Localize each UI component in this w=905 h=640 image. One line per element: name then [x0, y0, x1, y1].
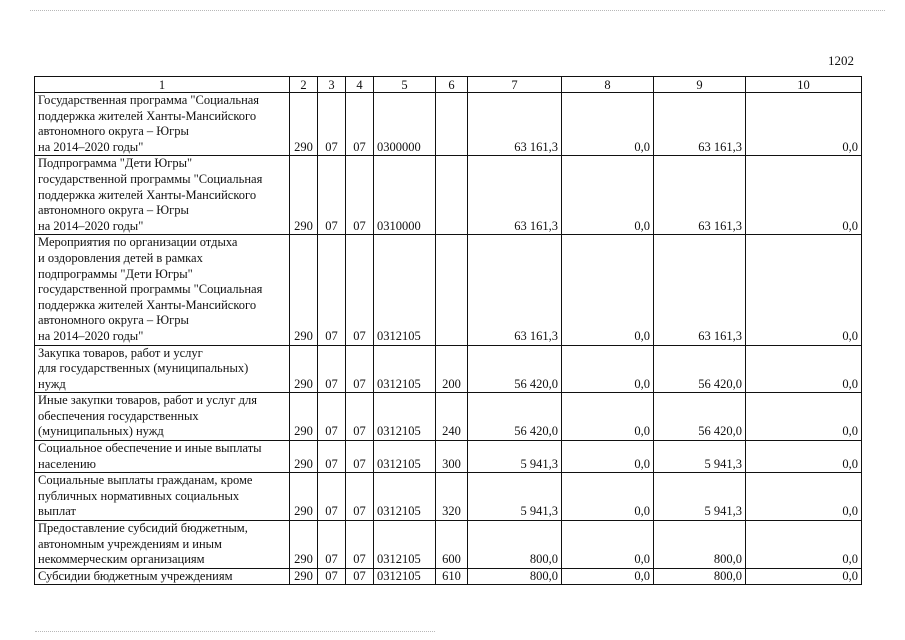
cell-section: 07: [318, 345, 346, 393]
cell-section: 07: [318, 441, 346, 473]
cell-amount-col9: 63 161,3: [654, 156, 746, 235]
cell-amount-total: 5 941,3: [468, 473, 562, 521]
row-name: Субсидии бюджетным учреждениям: [35, 568, 290, 585]
cell-amount-total: 63 161,3: [468, 235, 562, 345]
cell-amount-col9: 800,0: [654, 568, 746, 585]
header-cell: 6: [436, 77, 468, 93]
cell-amount-total: 63 161,3: [468, 156, 562, 235]
row-name: Государственная программа "Социальная поддержка жителей Ханты-Мансийского автономного округа – Югры на 2014–2020 годы": [35, 93, 290, 156]
cell-amount-col10: 0,0: [746, 93, 862, 156]
cell-target-article: 0312105: [374, 235, 436, 345]
cell-subsection: 07: [346, 156, 374, 235]
cell-section: 07: [318, 568, 346, 585]
cell-subsection: 07: [346, 441, 374, 473]
table-row: [35, 473, 862, 521]
cell-amount-col8: 0,0: [562, 235, 654, 345]
cell-ministry: 290: [290, 521, 318, 569]
cell-ministry: 290: [290, 441, 318, 473]
cell-amount-col8: 0,0: [562, 156, 654, 235]
cell-subsection: 07: [346, 235, 374, 345]
cell-amount-total: 800,0: [468, 521, 562, 569]
cell-target-article: 0312105: [374, 393, 436, 441]
cell-amount-col8: 0,0: [562, 441, 654, 473]
cell-amount-col10: 0,0: [746, 393, 862, 441]
cell-amount-total: 5 941,3: [468, 441, 562, 473]
cell-subsection: 07: [346, 345, 374, 393]
header-row: [35, 77, 862, 93]
cell-expense-type: 610: [436, 568, 468, 585]
cell-target-article: 0300000: [374, 93, 436, 156]
table-row: [35, 93, 862, 156]
cell-expense-type: 320: [436, 473, 468, 521]
cell-amount-total: 63 161,3: [468, 93, 562, 156]
cell-amount-col10: 0,0: [746, 441, 862, 473]
cell-expense-type: [436, 93, 468, 156]
cell-expense-type: 240: [436, 393, 468, 441]
header-cell: 10: [746, 77, 862, 93]
cell-ministry: 290: [290, 235, 318, 345]
cell-ministry: 290: [290, 473, 318, 521]
header-cell: 2: [290, 77, 318, 93]
cell-ministry: 290: [290, 156, 318, 235]
cell-ministry: 290: [290, 93, 318, 156]
cell-amount-col10: 0,0: [746, 521, 862, 569]
cell-subsection: 07: [346, 473, 374, 521]
header-cell: 1: [35, 77, 290, 93]
cell-subsection: 07: [346, 393, 374, 441]
cell-expense-type: [436, 235, 468, 345]
header-cell: 8: [562, 77, 654, 93]
table-row: [35, 568, 862, 585]
cell-section: 07: [318, 156, 346, 235]
table-row: [35, 235, 862, 345]
row-name: Социальное обеспечение и иные выплаты населению: [35, 441, 290, 473]
cell-amount-col10: 0,0: [746, 473, 862, 521]
cell-amount-col8: 0,0: [562, 345, 654, 393]
cell-target-article: 0312105: [374, 345, 436, 393]
cell-amount-col10: 0,0: [746, 235, 862, 345]
header-cell: 3: [318, 77, 346, 93]
cell-amount-col9: 5 941,3: [654, 473, 746, 521]
cell-target-article: 0312105: [374, 521, 436, 569]
budget-table: [34, 76, 862, 585]
scan-artifact-bottom: [35, 631, 435, 632]
row-name: Иные закупки товаров, работ и услуг для обеспечения государственных (муниципальных) нужд: [35, 393, 290, 441]
page-number: 1202: [828, 53, 854, 68]
cell-ministry: 290: [290, 393, 318, 441]
cell-ministry: 290: [290, 345, 318, 393]
cell-amount-col9: 5 941,3: [654, 441, 746, 473]
row-name: Мероприятия по организации отдыха и оздоровления детей в рамках подпрограммы "Дети Югры" государственной программы "Социальная поддержка жителей Ханты-Мансийского автономного округа – Югры на 2014–2020 годы": [35, 235, 290, 345]
table-row: [35, 521, 862, 569]
cell-amount-col10: 0,0: [746, 568, 862, 585]
cell-amount-col8: 0,0: [562, 521, 654, 569]
header-cell: 7: [468, 77, 562, 93]
cell-target-article: 0312105: [374, 473, 436, 521]
cell-section: 07: [318, 393, 346, 441]
cell-amount-col10: 0,0: [746, 345, 862, 393]
table-row: [35, 441, 862, 473]
cell-amount-col9: 63 161,3: [654, 235, 746, 345]
cell-target-article: 0312105: [374, 441, 436, 473]
cell-target-article: 0312105: [374, 568, 436, 585]
cell-section: 07: [318, 473, 346, 521]
scan-artifact-top: [30, 10, 885, 11]
row-name: Социальные выплаты гражданам, кроме публичных нормативных социальных выплат: [35, 473, 290, 521]
row-name: Предоставление субсидий бюджетным, автономным учреждениям и иным некоммерческим организациям: [35, 521, 290, 569]
cell-amount-col8: 0,0: [562, 93, 654, 156]
cell-expense-type: 600: [436, 521, 468, 569]
cell-subsection: 07: [346, 93, 374, 156]
cell-amount-col9: 63 161,3: [654, 93, 746, 156]
cell-amount-col8: 0,0: [562, 393, 654, 441]
cell-expense-type: 200: [436, 345, 468, 393]
table-row: [35, 345, 862, 393]
cell-amount-col10: 0,0: [746, 156, 862, 235]
cell-amount-total: 800,0: [468, 568, 562, 585]
cell-target-article: 0310000: [374, 156, 436, 235]
cell-amount-col8: 0,0: [562, 473, 654, 521]
row-name: Закупка товаров, работ и услуг для государственных (муниципальных) нужд: [35, 345, 290, 393]
cell-amount-total: 56 420,0: [468, 345, 562, 393]
cell-amount-col9: 56 420,0: [654, 345, 746, 393]
header-cell: 5: [374, 77, 436, 93]
cell-expense-type: [436, 156, 468, 235]
cell-amount-col8: 0,0: [562, 568, 654, 585]
cell-ministry: 290: [290, 568, 318, 585]
table-row: [35, 393, 862, 441]
cell-section: 07: [318, 521, 346, 569]
header-cell: 4: [346, 77, 374, 93]
cell-amount-col9: 800,0: [654, 521, 746, 569]
cell-subsection: 07: [346, 521, 374, 569]
header-cell: 9: [654, 77, 746, 93]
table-row: [35, 156, 862, 235]
cell-amount-total: 56 420,0: [468, 393, 562, 441]
cell-amount-col9: 56 420,0: [654, 393, 746, 441]
row-name: Подпрограмма "Дети Югры" государственной программы "Социальная поддержка жителей Ханты-Мансийского автономного округа – Югры на 2014–2020 годы": [35, 156, 290, 235]
cell-section: 07: [318, 93, 346, 156]
cell-section: 07: [318, 235, 346, 345]
cell-expense-type: 300: [436, 441, 468, 473]
cell-subsection: 07: [346, 568, 374, 585]
